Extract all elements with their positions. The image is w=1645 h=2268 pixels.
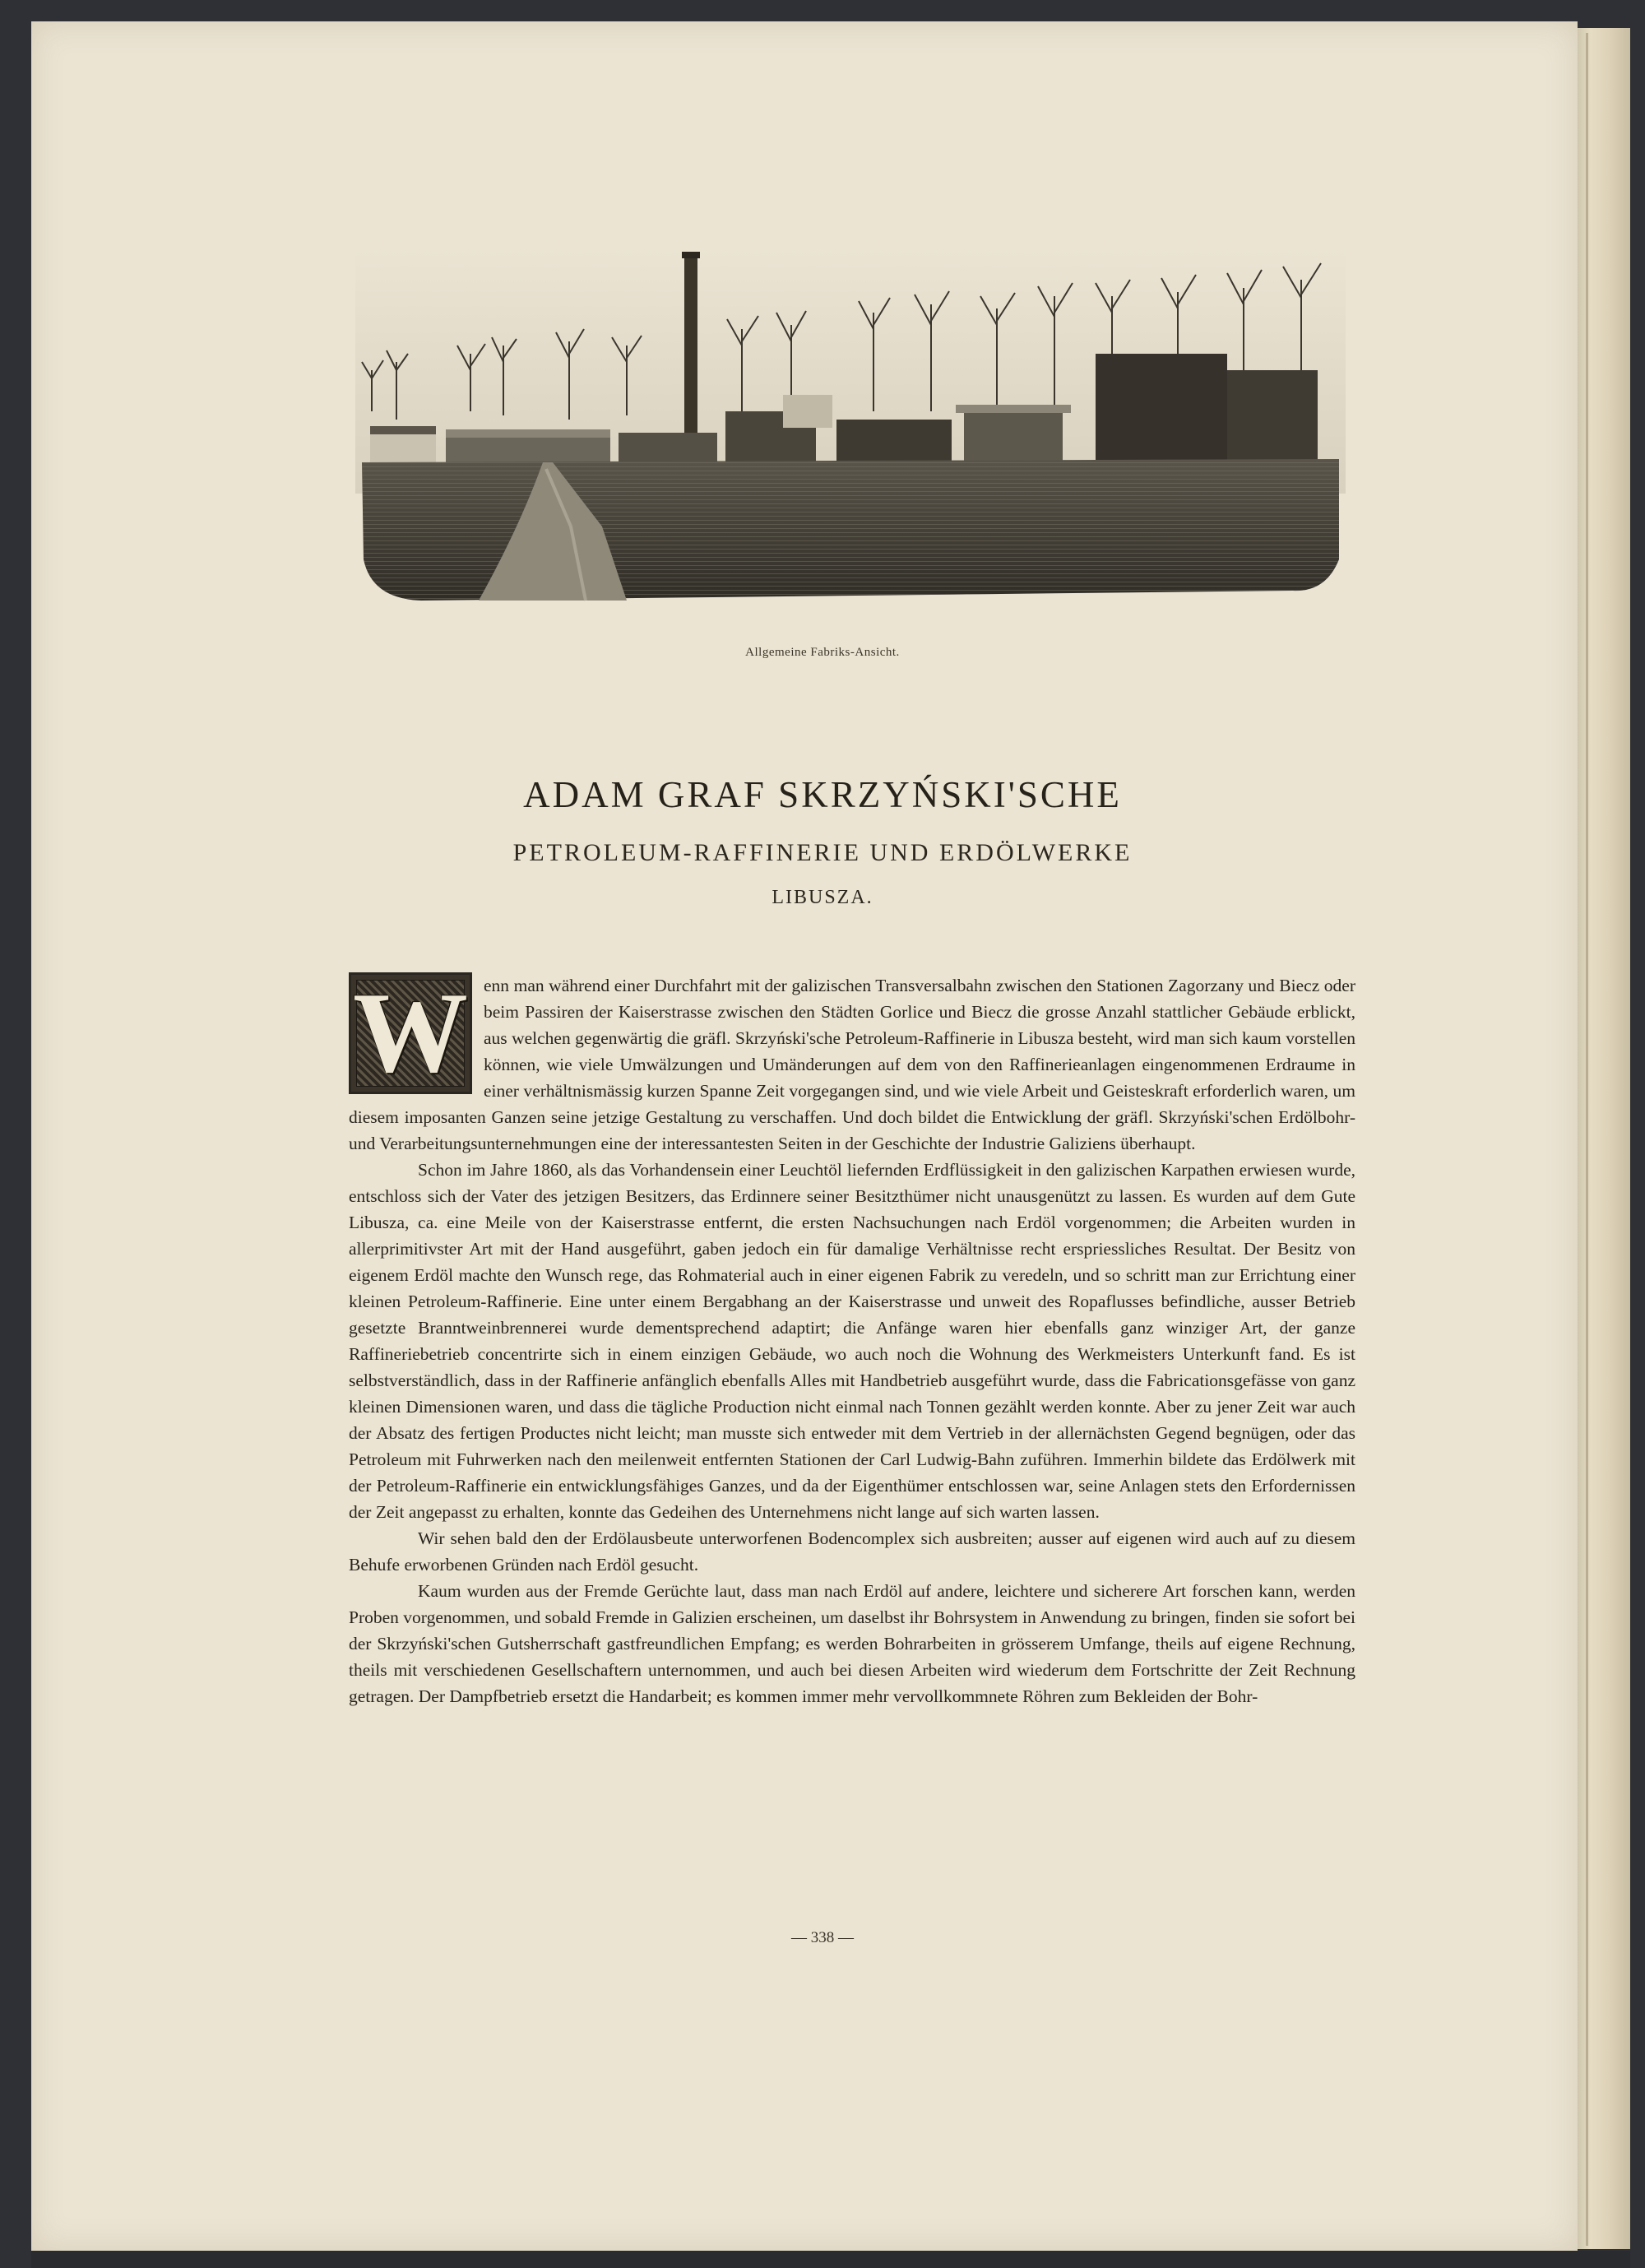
page-edge-line	[1586, 33, 1588, 2246]
paragraph-2: Schon im Jahre 1860, als das Vorhandensein einer Leuchtöl liefernden Erdflüssigkeit in den galizischen Karpathen erwiesen wurde, entschloss sich der Vater des jetzigen Besitzers, das Erdinnere seiner Besitzthümer nicht unausgenützt zu lassen. Es wurden auf dem Gute Libusza, ca. eine Meile von der Kaiserstrasse entfernt, die ersten Nachsuchungen nach Erdöl vorgenommen; die Arbeiten wurden in allerprimitivster Art mit der Hand ausgeführt, gaben jedoch ein für damalige Verhältnisse recht erspriessliches Resultat. Der Besitz von eigenem Erdöl machte den Wunsch rege, das Rohmaterial auch in einer eigenen Fabrik zu veredeln, und so schritt man zur Errichtung einer kleinen Petroleum-Raffinerie. Eine unter einem Bergabhang an der Kaiserstrasse und unweit des Ropaflusses befindliche, ausser Betrieb gesetzte Branntweinbrennerei wurde dementsprechend adaptirt; die Anfänge waren hier ebenfalls ganz winziger Art, der ganze Raffineriebetrieb concentrirte sich in einem einzigen Gebäude, wo auch noch die Wohnung des Werkmeisters Unterkunft fand. Es ist selbstverständlich, dass in der Raffinerie anfänglich ebenfalls Alles mit Handbetrieb ausgeführt wurde, dass die Fabricationsgefässe von ganz kleinen Dimensionen waren, und dass die tägliche Production nicht einmal nach Tonnen gezählt werden konnte. Aber zu jener Zeit war auch der Absatz des fertigen Productes nicht leicht; man musste sich entweder mit dem Vertrieb in der allernächsten Gegend begnügen, oder das Petroleum mit Fuhrwerken nach den meilenweit entfernten Stationen der Carl Ludwig-Bahn zuführen. Immerhin bildete das Erdölwerk mit der Petroleum-Raffinerie ein entwicklungsfähiges Ganzes, und da der Eigenthümer entschlossen war, seine Anlagen stets den Erfordernissen der Zeit angepasst zu erhalten, konnte das Gedeihen des Unternehmens nicht lange auf sich warten lassen.	[349, 1160, 1355, 1522]
initial-letter: W	[353, 969, 468, 1097]
photo-caption: Allgemeine Fabriks-Ansicht.	[745, 646, 900, 659]
article-place: LIBUSZA.	[772, 887, 873, 908]
factory-photograph	[355, 247, 1346, 609]
bottom-shadow	[31, 2251, 1630, 2268]
paragraph-3: Wir sehen bald den der Erdölausbeute unterworfenen Bodencomplex sich ausbreiten; ausser auf eigenen wird auch auf zu diesem Behufe erworbenen Gründen nach Erdöl gesucht.	[349, 1528, 1355, 1575]
article-body	[349, 969, 1355, 1709]
paragraph-1	[349, 969, 1355, 1157]
paragraph-4: Kaum wurden aus der Fremde Gerüchte laut, dass man nach Erdöl auf andere, leichtere und sicherere Art forschen kann, werden Proben vorgenommen, und sobald Fremde in Galizien erscheinen, um daselbst ihr Bohrsystem in Anwendung zu bringen, finden sie sofort bei der Skrzyński'schen Gutsherrschaft gastfreundlichen Empfang; es werden Bohrarbeiten in grösserem Umfange, theils auf eigene Rechnung, theils mit verschiedenen Gesellschaftern unternommen, und auch bei diesen Arbeiten wird wiederum dem Fortschritte der Zeit Rechnung getragen. Der Dampfbetrieb ersetzt die Handarbeit; es kommen immer mehr vervollkommnete Röhren zum Bekleiden der Bohr-	[349, 1581, 1355, 1706]
page-number: — 338 —	[791, 1929, 854, 1946]
ornamental-initial	[349, 969, 472, 1097]
article-subtitle: PETROLEUM-RAFFINERIE UND ERDÖLWERKE	[512, 839, 1133, 866]
paragraph-1-text: enn man während einer Durchfahrt mit der galizischen Transversalbahn zwischen den Stationen Zagorzany und Biecz oder beim Passiren der Kaiserstrasse zwischen den Städten Gorlice und Biecz die grosse Anzahl stattlicher Gebäude erblickt, aus welchen gegenwärtig die gräfl. Skrzyński'sche Petroleum-Raffinerie in Libusza besteht, wird man sich kaum vorstellen können, wie viele Umwälzungen und Umänderungen auf dem von den Raffinerieanlagen eingenommenen Erdraume in einer verhältnismässig kurzen Spanne Zeit vorgegangen sind, und wie viele Arbeit und Geisteskraft erforderlich waren, um diesem imposanten Ganzen seine jetzige Gestaltung zu verschaffen. Und doch bildet die Entwicklung der gräfl. Skrzyński'schen Erdölbohr- und Verarbeitungsunternehmungen eine der interessantesten Seiten in der Geschichte der Industrie Galiziens überhaupt.	[349, 976, 1355, 1153]
article-title: ADAM GRAF SKRZYŃSKI'SCHE	[523, 774, 1122, 815]
factory-photo-svg	[355, 247, 1346, 609]
